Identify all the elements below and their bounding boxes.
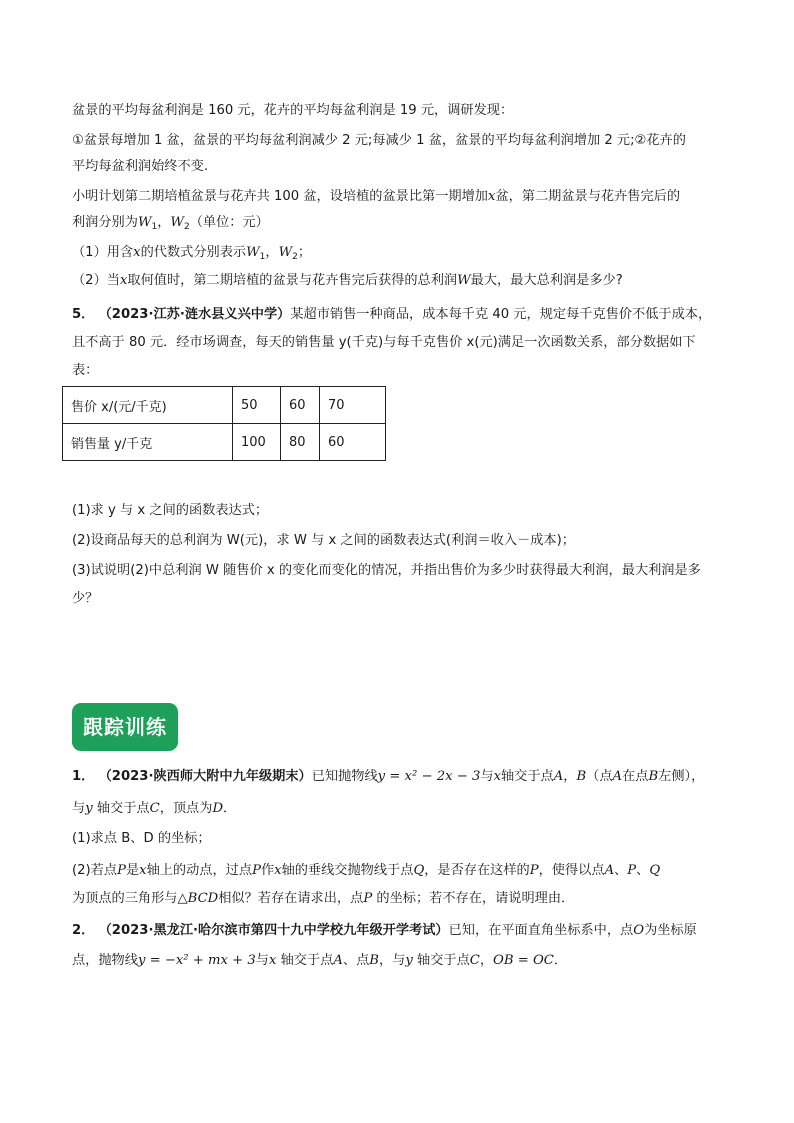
problem-5-q3: 少？	[72, 591, 99, 606]
text-line: 平均每盆利润始终不变.	[72, 159, 209, 174]
text-line: 盆景的平均每盆利润是 160 元，花卉的平均每盆利润是 19 元，调研发现：	[72, 103, 514, 118]
problem-5-line: 表：	[72, 363, 99, 378]
training-1-q2: 为顶点的三角形与△BCD相似？若存在请求出，点P 的坐标；若不存在，请说明理由．	[72, 891, 575, 906]
table-cell: 60	[281, 387, 320, 424]
problem-5-line: 且不高于 80 元．经市场调查，每天的销售量 y(千克)与每千克售价 x(元)满足一次函数关系，部分数据如下	[72, 335, 696, 350]
text-line: 小明计划第二期培植盆景与花卉共 100 盆，设培植的盆景比第一期增加x盆，第二期盆景与花卉售完后的	[72, 189, 681, 204]
text-line: ①盆景每增加 1 盆，盆景的平均每盆利润减少 2 元;每减少 1 盆，盆景的平均每盆利润增加 2 元;②花卉的	[72, 133, 686, 148]
training-2-line: 点，抛物线y = −x² + mx + 3与x 轴交于点A、点B，与y 轴交于点C，OB = OC．	[72, 953, 568, 968]
text-line: 利润分别为$W_1$，$W_2$（单位：元）	[72, 215, 269, 232]
problem-5-line: 5． （2023·江苏·涟水县义兴中学）某超市销售一种商品，成本每千克 40 元，规定每千克售价不低于成本，	[72, 307, 712, 322]
table-cell: 售价 x/(元/千克)	[63, 387, 233, 424]
data-table	[62, 386, 386, 461]
table-cell: 50	[233, 387, 281, 424]
problem-5-q1: (1)求 y 与 x 之间的函数表达式；	[72, 503, 269, 518]
training-1-line: 1． （2023·陕西师大附中九年级期末）已知抛物线y = x² − 2x − 3与x轴交于点A，B（点A在点B左侧），	[72, 769, 705, 784]
problem-5-q2: (2)设商品每天的总利润为 W(元)，求 W 与 x 之间的函数表达式(利润＝收入－成本)；	[72, 533, 575, 548]
question-1: （1）用含x的代数式分别表示$W_1$，$W_2$；	[72, 245, 312, 262]
training-1-q1: (1)求点 B、D 的坐标；	[72, 831, 211, 846]
question-2: （2）当x取何值时，第二期培植的盆景与花卉售完后获得的总利润W最大，最大总利润是多少?	[72, 273, 623, 288]
table-row	[63, 387, 386, 424]
table-cell: 60	[320, 424, 386, 461]
training-2-line: 2． （2023·黑龙江·哈尔滨市第四十九中学校九年级开学考试）已知，在平面直角坐标系中，点O为坐标原	[72, 923, 697, 938]
problem-5-q3: (3)试说明(2)中总利润 W 随售价 x 的变化而变化的情况，并指出售价为多少时获得最大利润，最大利润是多	[72, 563, 701, 578]
table-row	[63, 424, 386, 461]
training-1-line: 与y 轴交于点C，顶点为D．	[72, 801, 237, 816]
table-cell: 100	[233, 424, 281, 461]
table-cell: 销售量 y/千克	[63, 424, 233, 461]
training-1-q2: (2)若点P是x轴上的动点，过点P作x轴的垂线交抛物线于点Q，是否存在这样的P，使得以点A、P、Q	[72, 863, 661, 878]
table-cell: 70	[320, 387, 386, 424]
table-cell: 80	[281, 424, 320, 461]
section-badge: 跟踪训练	[72, 703, 178, 751]
